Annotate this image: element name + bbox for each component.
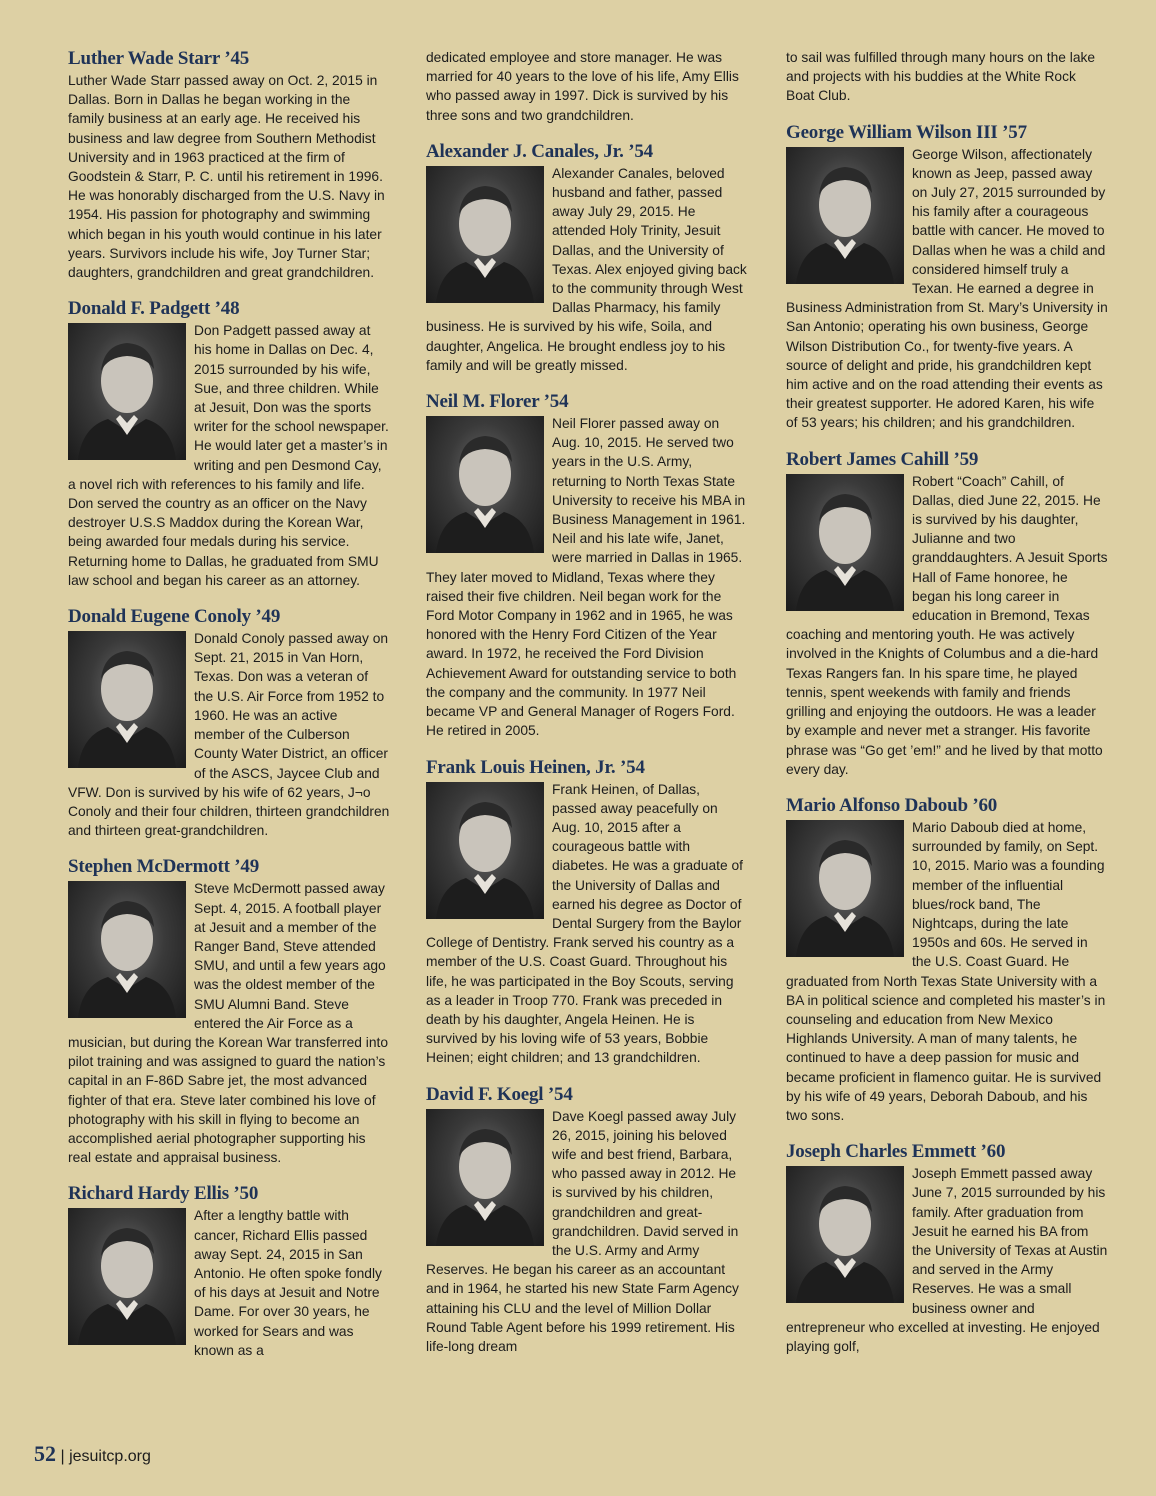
obituary-name: David F. Koegl ’54: [426, 1083, 573, 1105]
portrait-silhouette: [786, 820, 904, 957]
column-3: [786, 48, 1108, 1372]
obituary-name: Frank Louis Heinen, Jr. ’54: [426, 756, 645, 778]
portrait-photo: [426, 1109, 544, 1246]
obituary-entry: [786, 795, 1108, 1125]
portrait-silhouette: [68, 323, 186, 460]
portrait-silhouette: [786, 1166, 904, 1303]
portrait-silhouette: [68, 1208, 186, 1345]
portrait-silhouette: [68, 881, 186, 1018]
obituary-text: Neil Florer passed away on Aug. 10, 2015. He served two years in the U.S. Army, returning to North Texas State University to receive his MBA in Business Management in 1961. Neil and his late wife, Janet, were married in Dallas in 1965. They later moved to Midland, Texas where they raised their five children. Neil began work for the Ford Motor Company in 1962 and in 1965, he was honored with the Henry Ford Citizen of the Year award. In 1972, he received the Ford Division Achievement Award for outstanding service to both the company and the community. In 1977 Neil became VP and General Manager of Rogers Ford. He retired in 2005.: [426, 416, 746, 739]
obituary-name: George William Wilson III ’57: [786, 121, 1027, 143]
portrait-silhouette: [786, 474, 904, 611]
column-2: [426, 48, 748, 1372]
obituary-text: After a lengthy battle with cancer, Richard Ellis passed away Sept. 24, 2015 in San Antonio. He often spoke fondly of his days at Jesuit and Notre Dame. For over 30 years, he worked for Sears and was known as a: [194, 1208, 382, 1358]
obituary-entry: [786, 1141, 1108, 1356]
obituary-text: George Wilson, affectionately known as Jeep, passed away on July 27, 2015 surrounded by his family after a courageous battle with cancer. He moved to Dallas when he was a child and considered himself truly a Texan. He earned a degree in Business Administration from St. Mary’s University in San Antonio; operating his own business, George Wilson Distribution Co., for twenty-five years. A source of delight and pride, his grandchildren kept him active and on the road attending their events as their greatest supporter. He adored Karen, his wife of 53 years; his children; and his grandchildren.: [786, 146, 1108, 431]
obituary-entry: [786, 122, 1108, 433]
obituary-text: Donald Conoly passed away on Sept. 21, 2015 in Van Horn, Texas. Don was a veteran of the U.S. Air Force from 1952 to 1960. He was an active member of the Culberson County Water District, an officer of the ASCS, Jaycee Club and VFW. Don is survived by his wife of 62 years, J¬o Conoly and their four children, thirteen grandchildren and thirteen great-grandchildren.: [68, 631, 390, 839]
obituary-text: dedicated employee and store manager. He was married for 40 years to the love of his life, Amy Ellis who passed away in 1997. Dick is survived by his three sons and two grandchildren.: [426, 50, 739, 123]
portrait-photo: [786, 820, 904, 957]
portrait-silhouette: [68, 631, 186, 768]
obituary-text: Luther Wade Starr passed away on Oct. 2, 2015 in Dallas. Born in Dallas he began working in the family business at an early age. He received his business and law degree from Southern Methodist University and in 1963 practiced at the firm of Goodstein & Starr, P. C. until his retirement in 1996. He was honorably discharged from the U.S. Navy in 1954. His passion for photography and swimming which began in his youth would continue in his later years. Survivors include his wife, Joy Turner Star; daughters, grandchildren and great grandchildren.: [68, 73, 385, 281]
obituary-name: Neil M. Florer ’54: [426, 391, 569, 413]
portrait-silhouette: [786, 147, 904, 284]
footer-site: jesuitcp.org: [69, 1448, 151, 1465]
obituary-name: Mario Alfonso Daboub ’60: [786, 794, 998, 816]
obituary-entry: [786, 449, 1108, 779]
portrait-silhouette: [426, 416, 544, 553]
portrait-photo: [786, 474, 904, 611]
footer-separator: |: [60, 1448, 65, 1465]
portrait-photo: [68, 631, 186, 768]
obituary-text: Robert “Coach” Cahill, of Dallas, died June 22, 2015. He is survived by his daughter, Julianne and two granddaughters. A Jesuit Sports Hall of Fame honoree, he began his long career in education in Bremond, Texas coaching and mentoring youth. He was actively involved in the Knights of Columbus and a die-hard Texas Rangers fan. In his spare time, he played tennis, spent weekends with family and friends grilling and enjoying the outdoors. He was a leader by example and never met a stranger. His favorite phrase was “Go get ’em!” and he lived by that motto every day.: [786, 473, 1108, 777]
portrait-photo: [426, 166, 544, 303]
obituary-continuation: [426, 48, 748, 125]
obituary-text: Mario Daboub died at home, surrounded by family, on Sept. 10, 2015. Mario was a founding member of the influential blues/rock band, The Nightcaps, during the late 1950s and 60s. He served in the U.S. Coast Guard. He graduated from North Texas State University with a BA in political science and completed his master’s in counseling and education from New Mexico Highlands University. A man of many talents, he continued to have a deep passion for music and became proficient in flamenco guitar. He is survived by his wife of 49 years, Deborah Daboub, and his two sons.: [786, 819, 1106, 1123]
obituary-entry: [426, 757, 748, 1068]
obituary-continuation: [786, 48, 1108, 106]
portrait-photo: [68, 323, 186, 460]
obituary-name: Luther Wade Starr ’45: [68, 48, 250, 69]
portrait-silhouette: [426, 782, 544, 919]
obituary-text: Don Padgett passed away at his home in Dallas on Dec. 4, 2015 surrounded by his wife, Sue, and three children. While at Jesuit, Don was the sports writer for the school newspaper. He would later get a master’s in writing and pen Desmond Cay, a novel rich with references to his family and life. Don served the country as an officer on the Navy destroyer U.S.S Maddox during the Korean War, being awarded four medals during his service. Returning home to Dallas, he graduated from SMU law school and began his career as an attorney.: [68, 323, 389, 588]
portrait-photo: [426, 782, 544, 919]
obituary-text: Alexander Canales, beloved husband and father, passed away July 29, 2015. He attended Holy Trinity, Jesuit Dallas, and the University of Texas. Alex enjoyed giving back to the community through West Dallas Pharmacy, his family business. He is survived by his wife, Soila, and daughter, Angelica. He brought endless joy to his family and will be greatly missed.: [426, 165, 747, 373]
portrait-photo: [68, 1208, 186, 1345]
obituary-entry: [68, 48, 390, 282]
obituary-entry: [68, 298, 390, 590]
obituary-name: Joseph Charles Emmett ’60: [786, 1141, 1006, 1163]
portrait-photo: [68, 881, 186, 1018]
obituary-name: Alexander J. Canales, Jr. ’54: [426, 140, 653, 162]
portrait-silhouette: [426, 1109, 544, 1246]
obituary-entry: [68, 606, 390, 840]
obituary-entry: [426, 141, 748, 375]
obituary-text: Dave Koegl passed away July 26, 2015, joining his beloved wife and best friend, Barbara, who passed away in 2012. He is survived by his children, grandchildren and great-grandchildren. David served in the U.S. Army and Army Reserves. He began his career as an accountant and in 1964, he started his new State Farm Agency attaining his CLU and the level of Million Dollar Round Table Agent before his 1999 retirement. His life-long dream: [426, 1108, 739, 1354]
page-footer: [34, 1441, 151, 1467]
obituary-entry: [426, 1084, 748, 1357]
obituary-text: to sail was fulfilled through many hours on the lake and projects with his buddies at the White Rock Boat Club.: [786, 50, 1096, 104]
obituary-text: Steve McDermott passed away Sept. 4, 2015. A football player at Jesuit and a member of the Ranger Band, Steve attended SMU, and until a few years ago was the oldest member of the SMU Alumni Band. Steve entered the Air Force as a musician, but during the Korean War transferred into pilot training and was assigned to guard the nation’s capital in an F-86D Sabre jet, the most advanced fighter of that era. Steve later combined his love of photography with his skill in flying to become an accomplished aerial photographer supporting his real estate and appraisal business.: [68, 881, 389, 1166]
obituary-entry: [68, 856, 390, 1167]
obituary-text: Frank Heinen, of Dallas, passed away peacefully on Aug. 10, 2015 after a courageous battle with diabetes. He was a graduate of the University of Dallas and earned his degree as Doctor of Dental Surgery from the Baylor College of Dentistry. Frank served his country as a member of the U.S. Coast Guard. Throughout his life, he was participated in the Boy Scouts, serving as a leader in Troop 770. Frank was preceded in death by his daughter, Angela Heinen. He is survived by his loving wife of 53 years, Bobbie Heinen; eight children; and 13 grandchildren.: [426, 781, 743, 1066]
portrait-photo: [426, 416, 544, 553]
column-1: [68, 48, 390, 1376]
portrait-silhouette: [426, 166, 544, 303]
obituary-name: Robert James Cahill ’59: [786, 448, 979, 470]
obituary-entry: [68, 1183, 390, 1360]
portrait-photo: [786, 147, 904, 284]
obituary-name: Donald Eugene Conoly ’49: [68, 606, 281, 628]
portrait-photo: [786, 1166, 904, 1303]
page-number: 52: [34, 1441, 56, 1466]
obituary-text: Joseph Emmett passed away June 7, 2015 surrounded by his family. After graduation from Jesuit he earned his BA from the University of Texas at Austin and served in the Army Reserves. He was a small business owner and entrepreneur who excelled at investing. He enjoyed playing golf,: [786, 1166, 1108, 1354]
obituary-name: Stephen McDermott ’49: [68, 856, 260, 878]
obituary-name: Donald F. Padgett ’48: [68, 298, 240, 320]
obituary-entry: [426, 391, 748, 740]
obituary-name: Richard Hardy Ellis ’50: [68, 1183, 259, 1205]
